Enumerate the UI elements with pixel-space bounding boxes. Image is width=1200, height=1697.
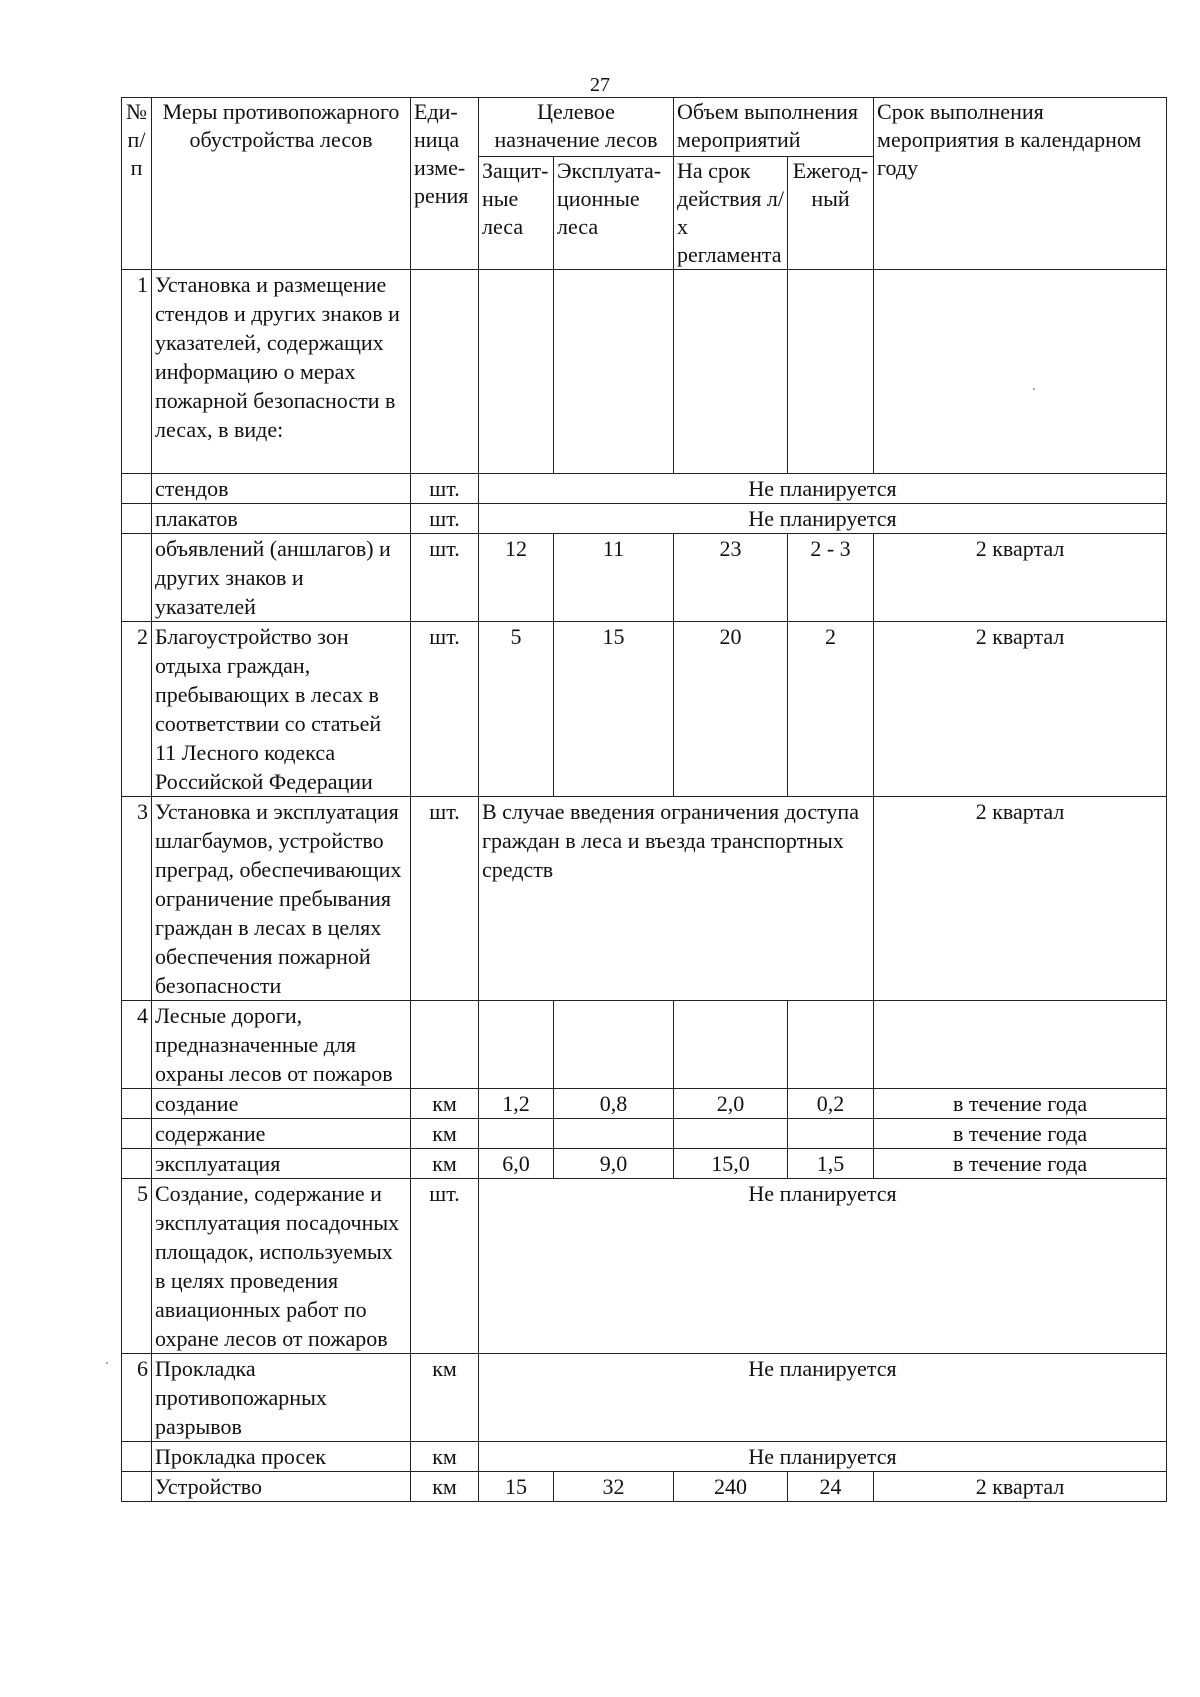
table-row [122, 1442, 1167, 1472]
table-row [122, 622, 1167, 797]
row-unit: км [411, 1472, 479, 1502]
header-purpose: Целевое назначение лесов [479, 98, 674, 157]
row-unit: км [411, 1089, 479, 1119]
row-unit: шт. [411, 504, 479, 534]
row-unit: шт. [411, 622, 479, 797]
header-num: № п/п [122, 98, 152, 270]
row-measure: Прокладка противопожарных разрывов [152, 1354, 411, 1442]
row-unit: шт. [411, 534, 479, 622]
row-unit: шт. [411, 1179, 479, 1354]
row-measure: Благоустройство зон отдыха граждан, пребывающих в лесах в соответствии со статьей 11 Лесного кодекса Российской Федерации [152, 622, 411, 797]
row-exploitation: 0,8 [554, 1089, 674, 1119]
row-protective: 5 [479, 622, 554, 797]
row-unit: шт. [411, 474, 479, 504]
fire-safety-measures-table [121, 97, 1167, 1502]
table-row [122, 504, 1167, 534]
row-annual: 24 [788, 1472, 874, 1502]
table-row [122, 1472, 1167, 1502]
row-measure: Установка и эксплуатация шлагбаумов, устройство преград, обеспечивающих ограничение пребывания граждан в лесах в целях обеспечения пожарной безопасности [152, 797, 411, 1001]
row-exploitation: 15 [554, 622, 674, 797]
header-unit: Еди-ница изме-рения [411, 98, 479, 270]
table-row [122, 1001, 1167, 1089]
row-deadline: 2 квартал [874, 534, 1167, 622]
table-row [122, 534, 1167, 622]
row-num: 5 [122, 1179, 152, 1354]
row-measure: Устройство [152, 1472, 411, 1502]
row-protective: 1,2 [479, 1089, 554, 1119]
row-num: 6 [122, 1354, 152, 1442]
row-measure: Прокладка просек [152, 1442, 411, 1472]
row-regulation-term: 20 [674, 622, 788, 797]
row-deadline: в течение года [874, 1149, 1167, 1179]
table-row [122, 1354, 1167, 1442]
header-deadline: Срок выполнения мероприятия в календарном году [874, 98, 1167, 270]
row-measure: объявлений (аншлагов) и других знаков и указателей [152, 534, 411, 622]
row-unit: шт. [411, 797, 479, 1001]
row-measure: содержание [152, 1119, 411, 1149]
row-deadline: 2 квартал [874, 1472, 1167, 1502]
row-measure: эксплуатация [152, 1149, 411, 1179]
row-note: В случае введения ограничения доступа граждан в леса и въезда транспортных средств [479, 797, 874, 1001]
table-header-row [122, 98, 1167, 157]
row-regulation-term: 2,0 [674, 1089, 788, 1119]
row-deadline: 2 квартал [874, 797, 1167, 1001]
row-unit: км [411, 1149, 479, 1179]
row-deadline: в течение года [874, 1119, 1167, 1149]
row-annual: 1,5 [788, 1149, 874, 1179]
row-exploitation: 32 [554, 1472, 674, 1502]
row-regulation-term: 15,0 [674, 1149, 788, 1179]
header-measures: Меры противопожарного обустройства лесов [152, 98, 411, 270]
table-row [122, 1119, 1167, 1149]
header-volume: Объем выполнения мероприятий [674, 98, 874, 157]
row-num: 3 [122, 797, 152, 1001]
scan-speck [106, 1362, 108, 1364]
row-protective: 6,0 [479, 1149, 554, 1179]
row-unit: км [411, 1354, 479, 1442]
row-annual: 2 - 3 [788, 534, 874, 622]
row-measure: Создание, содержание и эксплуатация посадочных площадок, используемых в целях проведения авиационных работ по охране лесов от пожаров [152, 1179, 411, 1354]
row-deadline: в течение года [874, 1089, 1167, 1119]
row-annual: 2 [788, 622, 874, 797]
header-regulation-term: На срок действия л/х регламента [674, 157, 788, 270]
row-unit: км [411, 1119, 479, 1149]
row-measure: стендов [152, 474, 411, 504]
header-exploitation: Эксплуата-ционные леса [554, 157, 674, 270]
row-num: 4 [122, 1001, 152, 1089]
row-exploitation: 9,0 [554, 1149, 674, 1179]
row-note: Не планируется [479, 1354, 1167, 1442]
row-note: Не планируется [479, 474, 1167, 504]
table-row [122, 797, 1167, 1001]
header-protective: Защит-ные леса [479, 157, 554, 270]
row-note: Не планируется [479, 1179, 1167, 1354]
table-row [122, 1149, 1167, 1179]
row-measure: плакатов [152, 504, 411, 534]
row-note: Не планируется [479, 504, 1167, 534]
row-deadline: 2 квартал [874, 622, 1167, 797]
row-measure: Лесные дороги, предназначенные для охраны лесов от пожаров [152, 1001, 411, 1089]
row-num: 1 [122, 270, 152, 474]
row-regulation-term: 23 [674, 534, 788, 622]
row-note: Не планируется [479, 1442, 1167, 1472]
row-protective: 15 [479, 1472, 554, 1502]
row-measure: Установка и размещение стендов и других знаков и указателей, содержащих информацию о мерах пожарной безопасности в лесах, в виде: [152, 270, 411, 474]
row-exploitation: 11 [554, 534, 674, 622]
row-num: 2 [122, 622, 152, 797]
scan-speck [1033, 388, 1035, 390]
page-number: 27 [590, 74, 610, 96]
table-row [122, 270, 1167, 474]
table-row [122, 1089, 1167, 1119]
row-unit: км [411, 1442, 479, 1472]
table-row [122, 1179, 1167, 1354]
row-measure: создание [152, 1089, 411, 1119]
row-annual: 0,2 [788, 1089, 874, 1119]
table-row [122, 474, 1167, 504]
row-regulation-term: 240 [674, 1472, 788, 1502]
row-protective: 12 [479, 534, 554, 622]
header-annual: Ежегод-ный [788, 157, 874, 270]
